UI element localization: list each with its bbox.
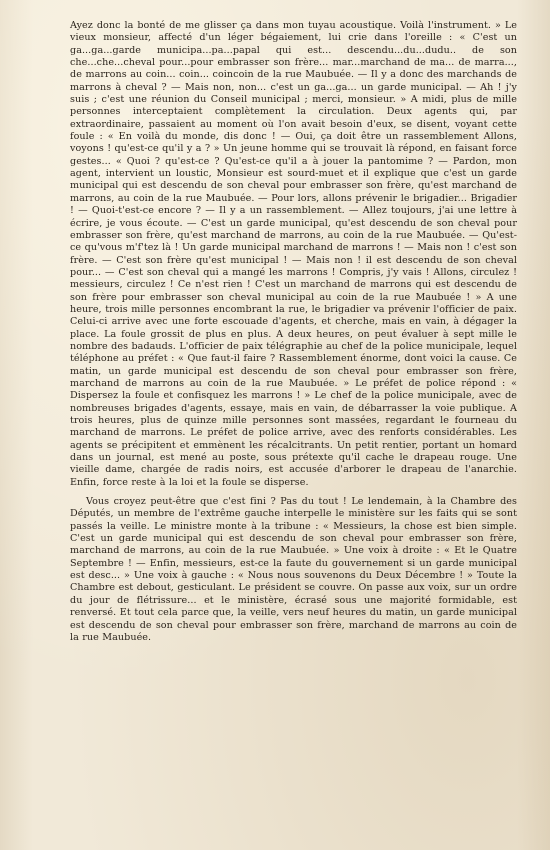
paragraph-1: Ayez donc la bonté de me glisser ça dans mon tuyau acoustique. Voilà l'instrument. » Le vieux monsieur, affecté d'un léger bégaiement, lui crie dans l'oreille : « C'est un ga...ga...garde municipa...pa...papal qui est... descendu...du...dudu.. de son che...che...cheval pour...pour embrasser son frère... mar...marchand de ma... de marra..., de marrons au coin... coin... coincoin de la rue Maubuée. — Il y a donc des marchands de marrons à cheval ? — Mais non, non... c'est un ga...ga... un garde municipal. — Ah ! j'y suis ; c'est une réunion du Conseil municipal ; merci, monsieur. » A midi, plus de mille personnes interceptaient complètement la circulation. Deux agents qui, par extraordinaire, passaient au moment où l'on avait besoin d'eux, se disent, voyant cette foule : « En voilà du monde, dis donc ! — Oui, ça doit être un rassemblement Allons, voyons ! qu'est-ce qu'il y a ? » Un jeune homme qui se trouvait là répond, en faisant force gestes... « Quoi ? qu'est-ce ? Qu'est-ce qu'il a à jouer la pantomime ? — Pardon, mon agent, intervient un loustic, Monsieur est sourd-muet et il explique que c'est un garde municipal qui est descendu de son cheval pour embrasser son frère, qu'est marchand de marrons, au coin de la rue Maubuée. — Pour lors, allons prévenir le brigadier... Brigadier ! — Quoi-t'est-ce encore ? — Il y a un rassemblement. — Allez toujours, j'ai une lettre à écrire, je vous écoute. — C'est un garde municipal, qu'est descendu de son cheval pour embrasser son frère, qu'est marchand de marrons, au coin de la rue Maubuée. — Qu'est-ce qu'vous m'f'tez là ! Un garde municipal marchand de marrons ! — Mais non ! c'est son frère. — C'est son frère qu'est municipal ! — Mais non ! il est descendu de son cheval pour... — C'est son cheval qui a mangé les marrons ! Compris, j'y vais ! Allons, circulez ! messieurs, circulez ! Ce n'est rien ! C'est un marchand de marrons qui est descendu de son frère pour embrasser son cheval municipal au coin de la rue Maubuée ! » A une heure, trois mille personnes encombrant la rue, le brigadier va prévenir l'officier de paix. Celui-ci arrive avec une forte escouade d'agents, et cherche, mais en vain, à dégager la place. La foule grossit de plus en plus. A deux heures, on peut évaluer à sept mille le nombre des badauds. L'officier de paix télégraphie au chef de la police municipale, lequel téléphone au préfet : « Que faut-il faire ? Rassemblement énorme, dont voici la cause. Ce matin, un garde municipal est descendu de son cheval pour embrasser son frère, marchand de marrons au coin de la rue Maubuée. » Le préfet de police répond : « Dispersez la foule et confisquez les marrons ! » Le chef de la police municipale, avec de nombreuses brigades d'agents, essaye, mais en vain, de débarrasser la voie publique. A trois heures, plus de quinze mille personnes sont massées, regardant le fourneau du marchand de marrons. Le préfet de police arrive, avec des renforts considérables. Les agents se précipitent et emmènent les récalcitrants. Un petit rentier, portant un homard dans un journal, est mené au poste, sous prétexte qu'il cache le drapeau rouge. Une vieille dame, chargée de radis noirs, est accusée d'arborer le drapeau de l'anarchie. Enfin, force reste à la loi et la foule se disperse.: [70, 20, 517, 488]
paragraph-2: Vous croyez peut-être que c'est fini ? Pas du tout ! Le lendemain, à la Chambre des Députés, un membre de l'extrême gauche interpelle le ministère sur les faits qui se sont passés la veille. Le ministre monte à la tribune : « Messieurs, la chose est bien simple. C'est un garde municipal qui est descendu de son cheval pour embrasser son frère, marchand de marrons, au coin de la rue Maubuée. » Une voix à droite : « Et le Quatre Septembre ! — Enfin, messieurs, est-ce la faute du gouvernement si un garde municipal est desc... » Une voix à gauche : « Nous nous souvenons du Deux Décembre ! » Toute la Chambre est debout, gesticulant. Le président se couvre. On passe aux voix, sur un ordre du jour de flétrissure... et le ministère, écrasé sous une majorité formidable, est renversé. Et tout cela parce que, la veille, vers neuf heures du matin, un garde municipal est descendu de son cheval pour embrasser son frère, marchand de marrons au coin de la rue Maubuée.: [70, 496, 517, 643]
